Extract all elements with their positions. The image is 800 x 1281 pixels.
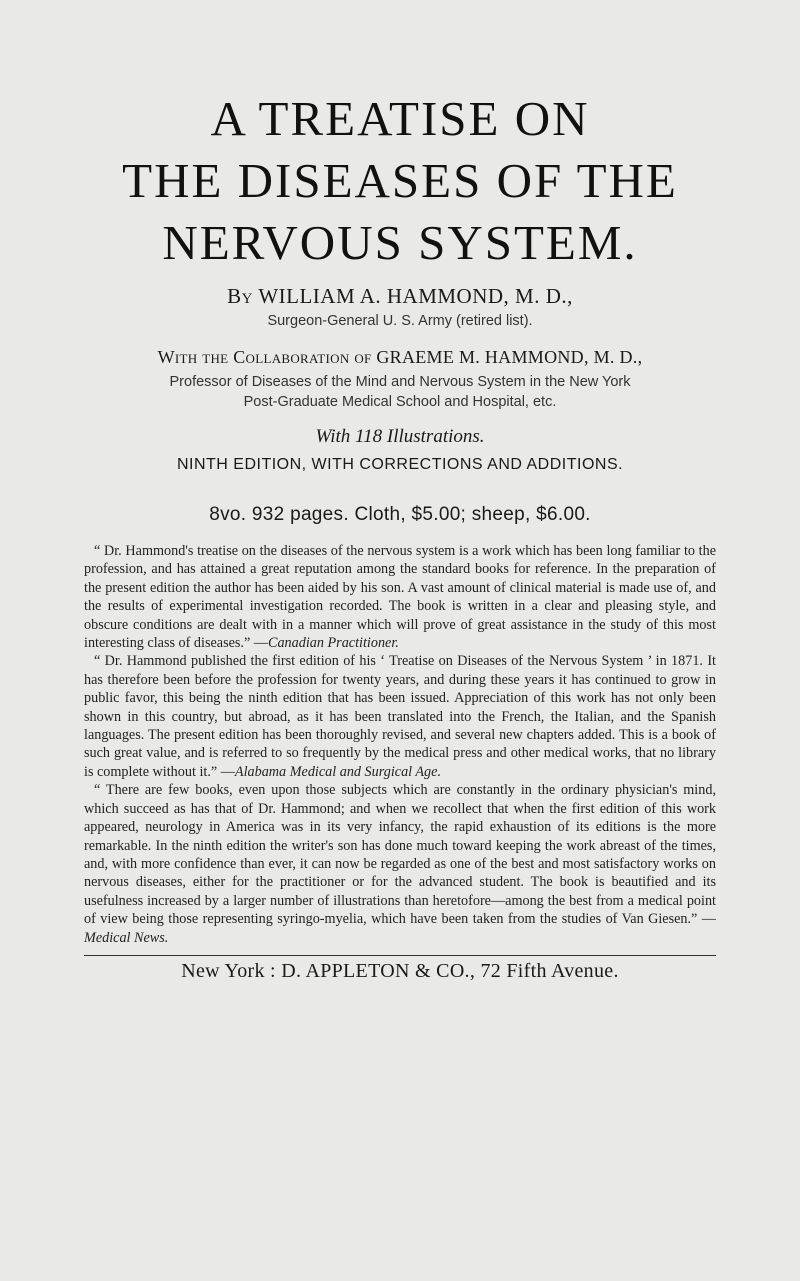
review-source: Canadian Practitioner. bbox=[268, 635, 399, 652]
review-text: “ Dr. Hammond published the first edition of his ‘ Treatise on Diseases of the Nervous System ’ in 1871. It has therefore been before the profession for twenty years, and during these years it has continued to grow in public favor, this being the ninth edition that has been issued. Appreciation of this work has not only been shown in this country, but abroad, as it has been translated into the French, the Italian, and the Spanish languages. The present edition has been thoroughly revised, and several new chapters added. This is a book of such great value, and is referred to so frequently by the medical press and other medical works, that no library is complete without it.” — bbox=[84, 653, 716, 780]
collaborator-affiliation bbox=[84, 372, 716, 412]
review-source: Alabama Medical and Surgical Age. bbox=[234, 763, 442, 780]
divider-rule bbox=[84, 955, 716, 956]
author-affiliation: Surgeon-General U. S. Army (retired list). bbox=[267, 313, 533, 329]
review-text: “ There are few books, even upon those subjects which are constantly in the ordinary physician's mind, which succeed as has that of Dr. Hammond; and when we recollect that when the first edition of this work appeared, neurology in America was in its very infancy, the rapid exhaustion of its editions is the more remarkable. In the ninth edition the writer's son has done much toward keeping the work abreast of the times, and, with more confidence than ever, it can now be regarded as one of the best and most satisfactory works on nervous diseases, either for the practitioner or for the advanced student. The book is beautified and its usefulness increased by a larger number of illustrations than heretofore—among the best from a medical point of view being those representing syringo-myelia, which have been taken from the studies of Van Giesen.” — bbox=[84, 782, 716, 928]
collaborator-affiliation-line-1: Professor of Diseases of the Mind and Nervous System in the New York bbox=[169, 374, 631, 390]
title-line-2: THE DISEASES OF THE bbox=[122, 153, 678, 208]
author-name: WILLIAM A. HAMMOND, M. D., bbox=[258, 284, 573, 308]
collaborator-affiliation-line-2: Post-Graduate Medical School and Hospital, etc. bbox=[243, 394, 557, 410]
review-paragraph bbox=[84, 652, 716, 781]
collaboration-label: With the Collaboration of bbox=[157, 347, 372, 367]
illustrations-note: With 118 Illustrations. bbox=[315, 426, 485, 447]
publisher-footer: New York : D. APPLETON & CO., 72 Fifth Avenue. bbox=[181, 959, 619, 982]
title-line-1: A TREATISE ON bbox=[210, 91, 590, 146]
review-paragraph bbox=[84, 781, 716, 947]
collaborator-name: GRAEME M. HAMMOND, M. D., bbox=[376, 347, 643, 367]
review-source: Medical News. bbox=[84, 929, 169, 946]
price-line: 8vo. 932 pages. Cloth, $5.00; sheep, $6.00. bbox=[209, 504, 591, 525]
review-paragraph bbox=[84, 542, 716, 652]
collaborator-line bbox=[84, 347, 716, 368]
book-title bbox=[84, 88, 716, 274]
title-line-3: NERVOUS SYSTEM. bbox=[162, 215, 638, 270]
edition-note: NINTH EDITION, WITH CORRECTIONS AND ADDITIONS. bbox=[176, 456, 624, 473]
reviews bbox=[84, 542, 716, 947]
review-text: “ Dr. Hammond's treatise on the diseases of the nervous system is a work which has been long familiar to the profession, and has attained a great reputation among the standard books for reference. In the preparation of the present edition the author has been aided by his son. A vast amount of clinical material is made use of, and the results of experimental investigation recorded. The book is written in a clear and pleasing style, and obscure conditions are dealt with in a manner which will prove of great assistance in the study of this most interesting class of diseases.” — bbox=[84, 543, 716, 652]
author-line bbox=[84, 284, 716, 309]
by-label: By bbox=[227, 284, 253, 308]
